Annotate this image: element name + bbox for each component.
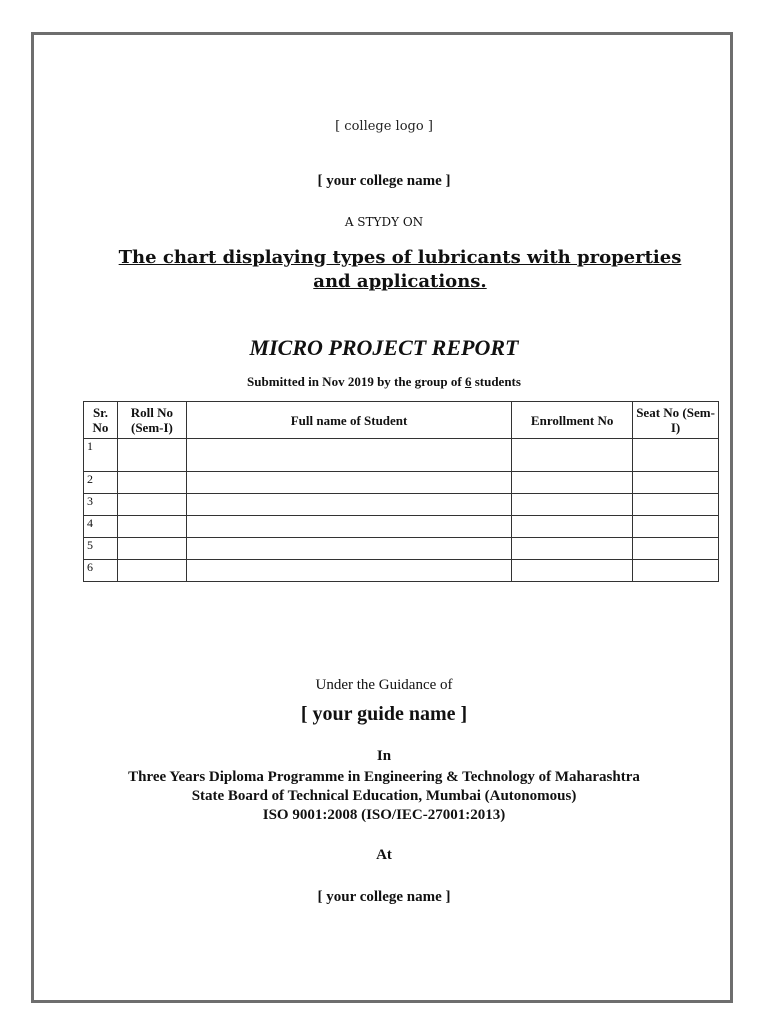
in-label: In xyxy=(376,748,392,764)
full-name-cell[interactable] xyxy=(186,538,511,560)
seat-no-cell[interactable] xyxy=(633,494,719,516)
enrollment-no-cell[interactable] xyxy=(512,516,633,538)
enrollment-no-cell[interactable] xyxy=(512,538,633,560)
guidance-label: Under the Guidance of xyxy=(315,677,453,693)
header-sr-no: Sr. No xyxy=(84,402,118,439)
seat-no-cell[interactable] xyxy=(633,560,719,582)
guide-name: [ your guide name ] xyxy=(300,703,468,725)
programme-block xyxy=(0,768,768,825)
table-header-row xyxy=(84,402,719,439)
seat-no-cell[interactable] xyxy=(633,439,719,472)
roll-no-cell[interactable] xyxy=(117,560,186,582)
header-full-name: Full name of Student xyxy=(186,402,511,439)
sr-no-cell: 6 xyxy=(84,560,118,582)
roll-no-cell[interactable] xyxy=(117,472,186,494)
sr-no-cell: 2 xyxy=(84,472,118,494)
programme-line-3: ISO 9001:2008 (ISO/IEC-27001:2013) xyxy=(262,807,506,823)
college-logo-placeholder: [ college logo ] xyxy=(335,119,433,134)
report-heading: MICRO PROJECT REPORT xyxy=(249,335,519,360)
roll-no-cell[interactable] xyxy=(117,494,186,516)
submitted-line xyxy=(0,374,768,390)
enrollment-no-cell[interactable] xyxy=(512,494,633,516)
sr-no-cell: 5 xyxy=(84,538,118,560)
table-row xyxy=(84,516,719,538)
table-row xyxy=(84,472,719,494)
group-size: 6 xyxy=(464,374,472,389)
submitted-prefix: Submitted in Nov 2019 by the group of xyxy=(247,374,462,389)
table-row xyxy=(84,439,719,472)
table-row xyxy=(84,538,719,560)
submitted-suffix: students xyxy=(474,374,521,389)
table-row xyxy=(84,560,719,582)
students-table xyxy=(83,401,719,582)
roll-no-cell[interactable] xyxy=(117,516,186,538)
table-row xyxy=(84,494,719,516)
sr-no-cell: 3 xyxy=(84,494,118,516)
enrollment-no-cell[interactable] xyxy=(512,560,633,582)
programme-line-1: Three Years Diploma Programme in Engineering & Technology of Maharashtra xyxy=(128,769,640,785)
seat-no-cell[interactable] xyxy=(633,472,719,494)
seat-no-cell[interactable] xyxy=(633,516,719,538)
enrollment-no-cell[interactable] xyxy=(512,439,633,472)
full-name-cell[interactable] xyxy=(186,494,511,516)
project-title: The chart displaying types of lubricants with properties and applications. xyxy=(118,247,682,292)
header-roll-no: Roll No (Sem-I) xyxy=(117,402,186,439)
sr-no-cell: 4 xyxy=(84,516,118,538)
enrollment-no-cell[interactable] xyxy=(512,472,633,494)
sr-no-cell: 1 xyxy=(84,439,118,472)
college-name-bottom: [ your college name ] xyxy=(317,889,451,905)
full-name-cell[interactable] xyxy=(186,472,511,494)
at-label: At xyxy=(376,847,392,863)
college-name-top: [ your college name ] xyxy=(317,173,451,189)
full-name-cell[interactable] xyxy=(186,560,511,582)
seat-no-cell[interactable] xyxy=(633,538,719,560)
roll-no-cell[interactable] xyxy=(117,538,186,560)
roll-no-cell[interactable] xyxy=(117,439,186,472)
full-name-cell[interactable] xyxy=(186,516,511,538)
header-enrollment-no: Enrollment No xyxy=(512,402,633,439)
header-seat-no: Seat No (Sem-I) xyxy=(633,402,719,439)
study-label: A STYDY ON xyxy=(344,215,424,229)
full-name-cell[interactable] xyxy=(186,439,511,472)
programme-line-2: State Board of Technical Education, Mumbai (Autonomous) xyxy=(191,788,577,804)
